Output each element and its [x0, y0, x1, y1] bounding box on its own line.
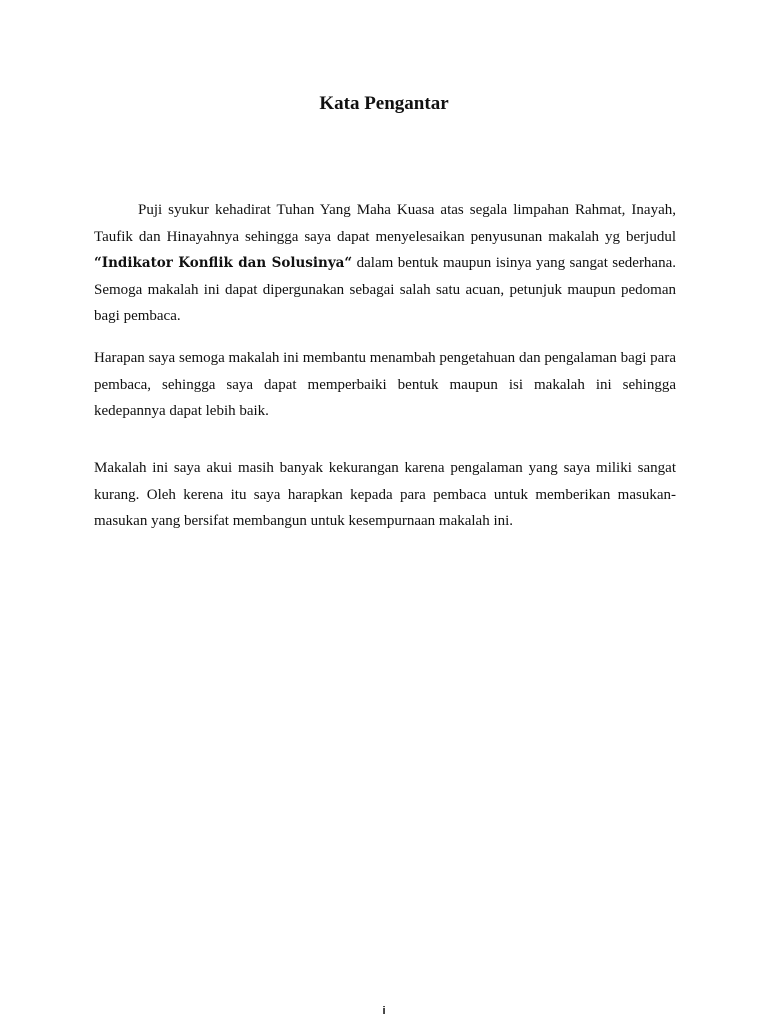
paragraph-intro-text-start: Puji syukur kehadirat Tuhan Yang Maha Kuasa atas segala limpahan Rahmat, Inayah, Taufik dan Hinayahnya sehingga saya dapat menyelesaikan penyusunan makalah yg berjudul [94, 202, 676, 245]
page-number: i [382, 1005, 386, 1017]
makalah-title-emphasis: “Indikator Konflik dan Solusinya“ [94, 255, 353, 271]
paragraph-intro-text-end: dalam bentuk maupun isinya yang sangat sederhana. Semoga makalah ini dapat dipergunakan sebagai salah satu acuan, petunjuk maupun pedoman bagi pembaca. [94, 255, 677, 324]
paragraph-closing: Makalah ini saya akui masih banyak kekurangan karena pengalaman yang saya miliki sangat kurang. Oleh kerena itu saya harapkan kepada para pembaca untuk memberikan masukan-masukan yang bersifat membangun untuk kesempurnaan makalah ini. [94, 460, 676, 529]
page-title: Kata Pengantar [319, 93, 449, 114]
paragraph-intro [94, 197, 676, 330]
paragraph-hope: Harapan saya semoga makalah ini membantu menambah pengetahuan dan pengalaman bagi para pembaca, sehingga saya dapat memperbaiki bentuk maupun isi makalah ini sehingga kedepannya dapat lebih baik. [94, 350, 676, 419]
